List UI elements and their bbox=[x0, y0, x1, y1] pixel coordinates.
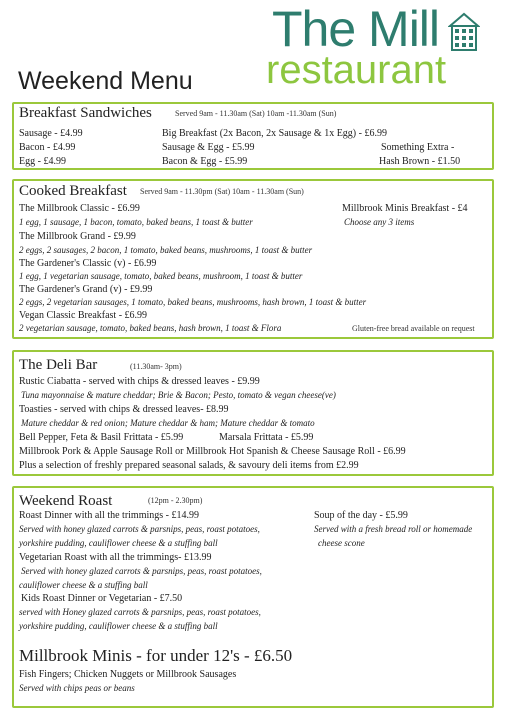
item-description: Choose any 3 items bbox=[344, 217, 415, 227]
menu-item: Vegetarian Roast with all the trimmings- £13.99 bbox=[19, 552, 212, 563]
item-description: 1 egg, 1 sausage, 1 bacon, tomato, baked beans, 1 toast & butter bbox=[19, 217, 253, 227]
menu-item: Marsala Frittata - £5.99 bbox=[219, 432, 314, 443]
item-description: 1 egg, 1 vegetarian sausage, tomato, baked beans, mushroom, 1 toast & butter bbox=[19, 271, 303, 281]
menu-item: Fish Fingers; Chicken Nuggets or Millbrook Sausages bbox=[19, 669, 237, 680]
menu-item: Kids Roast Dinner or Vegetarian - £7.50 bbox=[21, 593, 183, 604]
menu-item: Egg - £4.99 bbox=[19, 156, 66, 167]
section-hours: (11.30am- 3pm) bbox=[130, 362, 182, 371]
item-description: Tuna mayonnaise & mature cheddar; Brie & Bacon; Pesto, tomato & vegan cheese(ve) bbox=[21, 390, 336, 400]
section-hours: Served 9am - 11.30am (Sat) 10am -11.30am (Sun) bbox=[175, 109, 337, 118]
item-description: Served with chips peas or beans bbox=[19, 683, 135, 693]
section-hours: (12pm - 2.30pm) bbox=[148, 496, 203, 505]
menu-item: Hash Brown - £1.50 bbox=[379, 156, 461, 167]
menu-item: The Gardener's Grand (v) - £9.99 bbox=[19, 284, 153, 295]
menu-item: Toasties - served with chips & dressed leaves- £8.99 bbox=[19, 404, 229, 415]
menu-item: Vegan Classic Breakfast - £6.99 bbox=[19, 310, 148, 321]
menu-item: Bacon - £4.99 bbox=[19, 142, 76, 153]
gluten-note: Gluten-free bread available on request bbox=[352, 324, 475, 333]
menu-item: The Gardener's Classic (v) - £6.99 bbox=[19, 258, 157, 269]
item-description: 2 eggs, 2 sausages, 2 bacon, 1 tomato, baked beans, mushrooms, 1 toast & butter bbox=[19, 245, 313, 255]
item-description: yorkshire pudding, cauliflower cheese & a stuffing ball bbox=[19, 538, 218, 548]
page-title: Weekend Menu bbox=[18, 67, 193, 95]
minis-heading: Millbrook Minis - for under 12's - £6.50 bbox=[19, 646, 293, 665]
section-heading: Cooked Breakfast bbox=[19, 183, 127, 199]
mill-building-icon bbox=[448, 12, 480, 52]
item-description: yorkshire pudding, cauliflower cheese & a stuffing ball bbox=[19, 621, 218, 631]
item-description: served with Honey glazed carrots & parsnips, peas, roast potatoes, bbox=[19, 607, 261, 617]
extra-label: Something Extra - bbox=[381, 142, 455, 153]
menu-item: Roast Dinner with all the trimmings - £14.99 bbox=[19, 510, 199, 521]
menu-item: Sausage & Egg - £5.99 bbox=[162, 142, 255, 153]
item-description: cauliflower cheese & a stuffing ball bbox=[19, 580, 148, 590]
item-description: Served with honey glazed carrots & parsnips, peas, roast potatoes, bbox=[21, 566, 262, 576]
section-hours: Served 9am - 11.30pm (Sat) 10am - 11.30am (Sun) bbox=[140, 187, 304, 196]
section-heading: The Deli Bar bbox=[19, 357, 98, 373]
logo-line-1: The Mill bbox=[272, 1, 440, 57]
menu-item: The Millbrook Grand - £9.99 bbox=[19, 231, 136, 242]
menu-item: Bacon & Egg - £5.99 bbox=[162, 156, 248, 167]
menu-item: The Millbrook Classic - £6.99 bbox=[19, 203, 140, 214]
section-heading: Breakfast Sandwiches bbox=[19, 105, 152, 121]
section-heading: Weekend Roast bbox=[19, 493, 113, 509]
menu-item: Millbrook Minis Breakfast - £4 bbox=[342, 203, 468, 214]
item-description: 2 vegetarian sausage, tomato, baked beans, hash brown, 1 toast & Flora bbox=[19, 323, 282, 333]
item-description: Mature cheddar & red onion; Mature cheddar & ham; Mature cheddar & tomato bbox=[21, 418, 315, 428]
item-description: Served with a fresh bread roll or homemade bbox=[314, 524, 473, 534]
menu-item: Millbrook Pork & Apple Sausage Roll or Millbrook Hot Spanish & Cheese Sausage Roll - £6.99 bbox=[19, 446, 406, 457]
menu-item: Big Breakfast (2x Bacon, 2x Sausage & 1x Egg) - £6.99 bbox=[162, 128, 387, 139]
menu-item: Bell Pepper, Feta & Basil Frittata - £5.99 bbox=[19, 432, 184, 443]
menu-item: Plus a selection of freshly prepared seasonal salads, & savoury deli items from £2.99 bbox=[19, 460, 359, 471]
menu-item: Sausage - £4.99 bbox=[19, 128, 83, 139]
logo-line-2: restaurant bbox=[266, 48, 447, 92]
menu-item: Rustic Ciabatta - served with chips & dressed leaves - £9.99 bbox=[19, 376, 260, 387]
item-description: 2 eggs, 2 vegetarian sausages, 1 tomato, baked beans, mushrooms, hash brown, 1 toast & butter bbox=[19, 297, 367, 307]
item-description: Served with honey glazed carrots & parsnips, peas, roast potatoes, bbox=[19, 524, 260, 534]
item-description: cheese scone bbox=[318, 538, 365, 548]
menu-item: Soup of the day - £5.99 bbox=[314, 510, 408, 521]
